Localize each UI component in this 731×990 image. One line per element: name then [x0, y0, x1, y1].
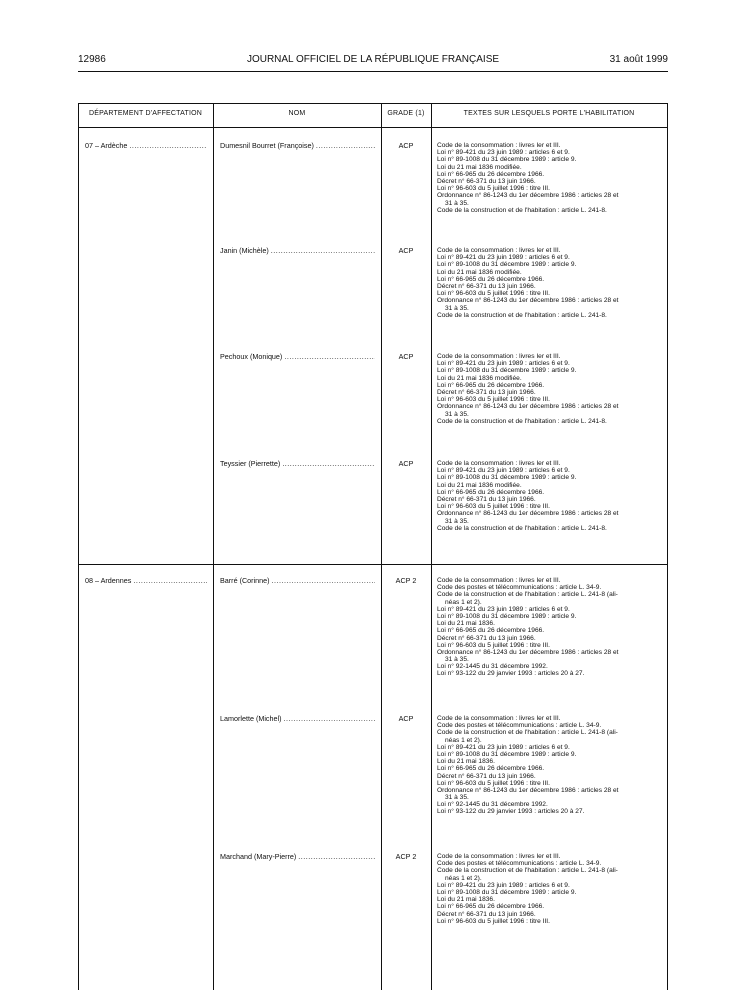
dot-leader	[298, 852, 375, 861]
text-line: Loi n° 93-122 du 29 janvier 1993 : articles 20 à 27.	[437, 808, 585, 816]
texts-cell	[437, 853, 663, 925]
text-line: Code des postes et télécommunications : article L. 34-9.	[437, 722, 602, 730]
text-line: Code de la consommation : livres Ier et III.	[437, 353, 561, 360]
text-line: 31 à 35.	[445, 656, 469, 664]
text-line: Loi n° 89-1008 du 31 décembre 1989 : article 9.	[437, 474, 577, 482]
text-line: Loi n° 89-1008 du 31 décembre 1989 : article 9.	[437, 261, 577, 269]
text-line: Ordonnance n° 86-1243 du 1er décembre 1986 : articles 28 et	[437, 403, 619, 411]
text-line: Loi n° 89-421 du 23 juin 1989 : articles 6 et 9.	[437, 360, 570, 368]
text-line: Code de la construction et de l'habitation : article L. 241-8 (ali-	[437, 591, 618, 599]
grade-cell: ACP	[398, 459, 414, 468]
text-line: Loi n° 92-1445 du 31 décembre 1992.	[437, 663, 548, 671]
text-line: Ordonnance n° 86-1243 du 1er décembre 1986 : articles 28 et	[437, 510, 619, 518]
column-rule	[667, 103, 668, 990]
text-line: Code de la construction et de l'habitation : article L. 241-8.	[437, 524, 607, 532]
grade-cell: ACP	[398, 246, 414, 255]
table-header-border	[78, 127, 668, 128]
text-line: Loi n° 66-965 du 26 décembre 1966.	[437, 765, 545, 773]
grade-cell: ACP 2	[395, 852, 417, 861]
text-line: Loi n° 96-603 du 5 juillet 1996 : titre III.	[437, 779, 550, 787]
text-line: Loi n° 96-603 du 5 juillet 1996 : titre III.	[437, 641, 550, 649]
column-rule	[431, 103, 432, 990]
text-line: Décret n° 66-371 du 13 juin 1966.	[437, 910, 536, 918]
text-line: Code de la consommation : livres Ier et III.	[437, 460, 561, 467]
nom-cell	[220, 141, 375, 150]
text-line: Loi n° 92-1445 du 31 décembre 1992.	[437, 801, 548, 809]
text-line: Loi n° 66-965 du 26 décembre 1966.	[437, 170, 545, 178]
person-name: Dumesnil Bourret (Françoise)	[220, 141, 314, 150]
text-line: Loi n° 89-1008 du 31 décembre 1989 : article 9.	[437, 750, 577, 758]
text-line: Loi du 21 mai 1836 modifiée.	[437, 163, 522, 171]
text-line: Loi n° 96-603 du 5 juillet 1996 : titre III.	[437, 917, 550, 925]
text-line: Code de la consommation : livres Ier et III.	[437, 853, 561, 860]
text-line: Ordonnance n° 86-1243 du 1er décembre 1986 : articles 28 et	[437, 192, 619, 200]
text-line: Loi n° 89-421 du 23 juin 1989 : articles 6 et 9.	[437, 743, 570, 751]
page-header	[78, 54, 668, 68]
text-line: Loi du 21 mai 1836 modifiée.	[437, 481, 522, 489]
text-line: Décret n° 66-371 du 13 juin 1966.	[437, 177, 536, 185]
texts-cell	[437, 142, 663, 214]
habilitation-table	[78, 103, 668, 990]
person-name: Barré (Corinne)	[220, 576, 270, 585]
person-name: Teyssier (Pierrette)	[220, 459, 281, 468]
text-line: 31 à 35.	[445, 517, 469, 525]
column-rule	[78, 103, 79, 990]
nom-cell	[220, 714, 375, 723]
column-header-textes: TEXTES SUR LESQUELS PORTE L'HABILITATION	[463, 110, 635, 117]
departement-cell	[85, 141, 207, 150]
dot-leader	[284, 352, 375, 361]
text-line: Code de la construction et de l'habitation : article L. 241-8 (ali-	[437, 867, 618, 875]
text-line: Loi n° 66-965 du 26 décembre 1966.	[437, 488, 545, 496]
person-name: Lamorlette (Michel)	[220, 714, 282, 723]
text-line: Décret n° 66-371 du 13 juin 1966.	[437, 495, 536, 503]
text-line: Loi du 21 mai 1836.	[437, 620, 495, 628]
departement-name: 08 – Ardennes	[85, 576, 132, 585]
column-header-grade: GRADE (1)	[387, 110, 425, 117]
text-line: Ordonnance n° 86-1243 du 1er décembre 1986 : articles 28 et	[437, 648, 619, 656]
text-line: 31 à 35.	[445, 199, 469, 207]
dot-leader	[272, 576, 375, 585]
text-line: 31 à 35.	[445, 410, 469, 418]
text-line: Décret n° 66-371 du 13 juin 1966.	[437, 282, 536, 290]
column-header-departement: DÉPARTEMENT D'AFFECTATION	[88, 110, 203, 117]
text-line: Loi n° 93-122 du 29 janvier 1993 : articles 20 à 27.	[437, 670, 585, 678]
person-name: Janin (Michèle)	[220, 246, 269, 255]
text-line: Code des postes et télécommunications : article L. 34-9.	[437, 860, 602, 868]
text-line: Code de la construction et de l'habitation : article L. 241-8.	[437, 417, 607, 425]
text-line: Ordonnance n° 86-1243 du 1er décembre 1986 : articles 28 et	[437, 786, 619, 794]
text-line: Loi n° 66-965 du 26 décembre 1966.	[437, 627, 545, 635]
texts-cell	[437, 247, 663, 319]
text-line: Loi du 21 mai 1836.	[437, 758, 495, 766]
departement-cell	[85, 576, 207, 585]
text-line: Loi n° 96-603 du 5 juillet 1996 : titre III.	[437, 185, 550, 193]
texts-cell	[437, 715, 663, 816]
text-line: Ordonnance n° 86-1243 du 1er décembre 1986 : articles 28 et	[437, 297, 619, 305]
text-line: Loi n° 66-965 du 26 décembre 1966.	[437, 381, 545, 389]
text-line: 31 à 35.	[445, 304, 469, 312]
page-number: 12986	[78, 54, 106, 65]
text-line: Code de la consommation : livres Ier et III.	[437, 715, 561, 722]
text-line: Loi du 21 mai 1836.	[437, 896, 495, 904]
grade-cell: ACP	[398, 714, 414, 723]
group-separator	[78, 564, 668, 565]
person-name: Marchand (Mary-Pierre)	[220, 852, 297, 861]
text-line: Loi du 21 mai 1836 modifiée.	[437, 268, 522, 276]
dot-leader	[284, 714, 375, 723]
grade-cell: ACP	[398, 141, 414, 150]
text-line: Loi n° 89-1008 du 31 décembre 1989 : article 9.	[437, 367, 577, 375]
column-header-nom: NOM	[288, 110, 306, 117]
departement-name: 07 – Ardèche	[85, 141, 128, 150]
text-line: Loi n° 89-1008 du 31 décembre 1989 : article 9.	[437, 888, 577, 896]
nom-cell	[220, 459, 375, 468]
text-line: Loi n° 89-1008 du 31 décembre 1989 : article 9.	[437, 156, 577, 164]
nom-cell	[220, 852, 375, 861]
text-line: Décret n° 66-371 du 13 juin 1966.	[437, 634, 536, 642]
text-line: Loi n° 96-603 du 5 juillet 1996 : titre III.	[437, 290, 550, 298]
grade-cell: ACP 2	[395, 576, 417, 585]
text-line: Code de la consommation : livres Ier et III.	[437, 142, 561, 149]
text-line: Code des postes et télécommunications : article L. 34-9.	[437, 584, 602, 592]
grade-cell: ACP	[398, 352, 414, 361]
text-line: néas 1 et 2).	[445, 874, 482, 882]
publication-date: 31 août 1999	[609, 54, 668, 65]
column-rule	[213, 103, 214, 990]
texts-cell	[437, 577, 663, 678]
text-line: Loi du 21 mai 1836 modifiée.	[437, 374, 522, 382]
text-line: Loi n° 96-603 du 5 juillet 1996 : titre III.	[437, 503, 550, 511]
text-line: Loi n° 66-965 du 26 décembre 1966.	[437, 275, 545, 283]
text-line: néas 1 et 2).	[445, 598, 482, 606]
dot-leader	[271, 246, 375, 255]
text-line: Code de la consommation : livres Ier et III.	[437, 577, 561, 584]
nom-cell	[220, 352, 375, 361]
text-line: 31 à 35.	[445, 794, 469, 802]
text-line: Décret n° 66-371 du 13 juin 1966.	[437, 388, 536, 396]
table-top-border	[78, 103, 668, 104]
header-rule	[78, 71, 668, 72]
dot-leader	[129, 141, 207, 150]
journal-title: JOURNAL OFFICIEL DE LA RÉPUBLIQUE FRANÇAISE	[246, 54, 500, 65]
texts-cell	[437, 353, 663, 425]
text-line: Décret n° 66-371 du 13 juin 1966.	[437, 772, 536, 780]
person-name: Pechoux (Monique)	[220, 352, 283, 361]
dot-leader	[133, 576, 207, 585]
dot-leader	[316, 141, 375, 150]
text-line: néas 1 et 2).	[445, 736, 482, 744]
nom-cell	[220, 576, 375, 585]
text-line: Loi n° 89-421 du 23 juin 1989 : articles 6 et 9.	[437, 467, 570, 475]
text-line: Code de la consommation : livres Ier et III.	[437, 247, 561, 254]
dot-leader	[282, 459, 375, 468]
text-line: Code de la construction et de l'habitation : article L. 241-8.	[437, 311, 607, 319]
text-line: Loi n° 89-1008 du 31 décembre 1989 : article 9.	[437, 612, 577, 620]
text-line: Loi n° 96-603 du 5 juillet 1996 : titre III.	[437, 396, 550, 404]
text-line: Code de la construction et de l'habitation : article L. 241-8 (ali-	[437, 729, 618, 737]
nom-cell	[220, 246, 375, 255]
text-line: Loi n° 89-421 du 23 juin 1989 : articles 6 et 9.	[437, 605, 570, 613]
texts-cell	[437, 460, 663, 532]
text-line: Loi n° 89-421 du 23 juin 1989 : articles 6 et 9.	[437, 149, 570, 157]
text-line: Loi n° 89-421 du 23 juin 1989 : articles 6 et 9.	[437, 881, 570, 889]
text-line: Code de la construction et de l'habitation : article L. 241-8.	[437, 206, 607, 214]
text-line: Loi n° 89-421 du 23 juin 1989 : articles 6 et 9.	[437, 254, 570, 262]
text-line: Loi n° 66-965 du 26 décembre 1966.	[437, 903, 545, 911]
